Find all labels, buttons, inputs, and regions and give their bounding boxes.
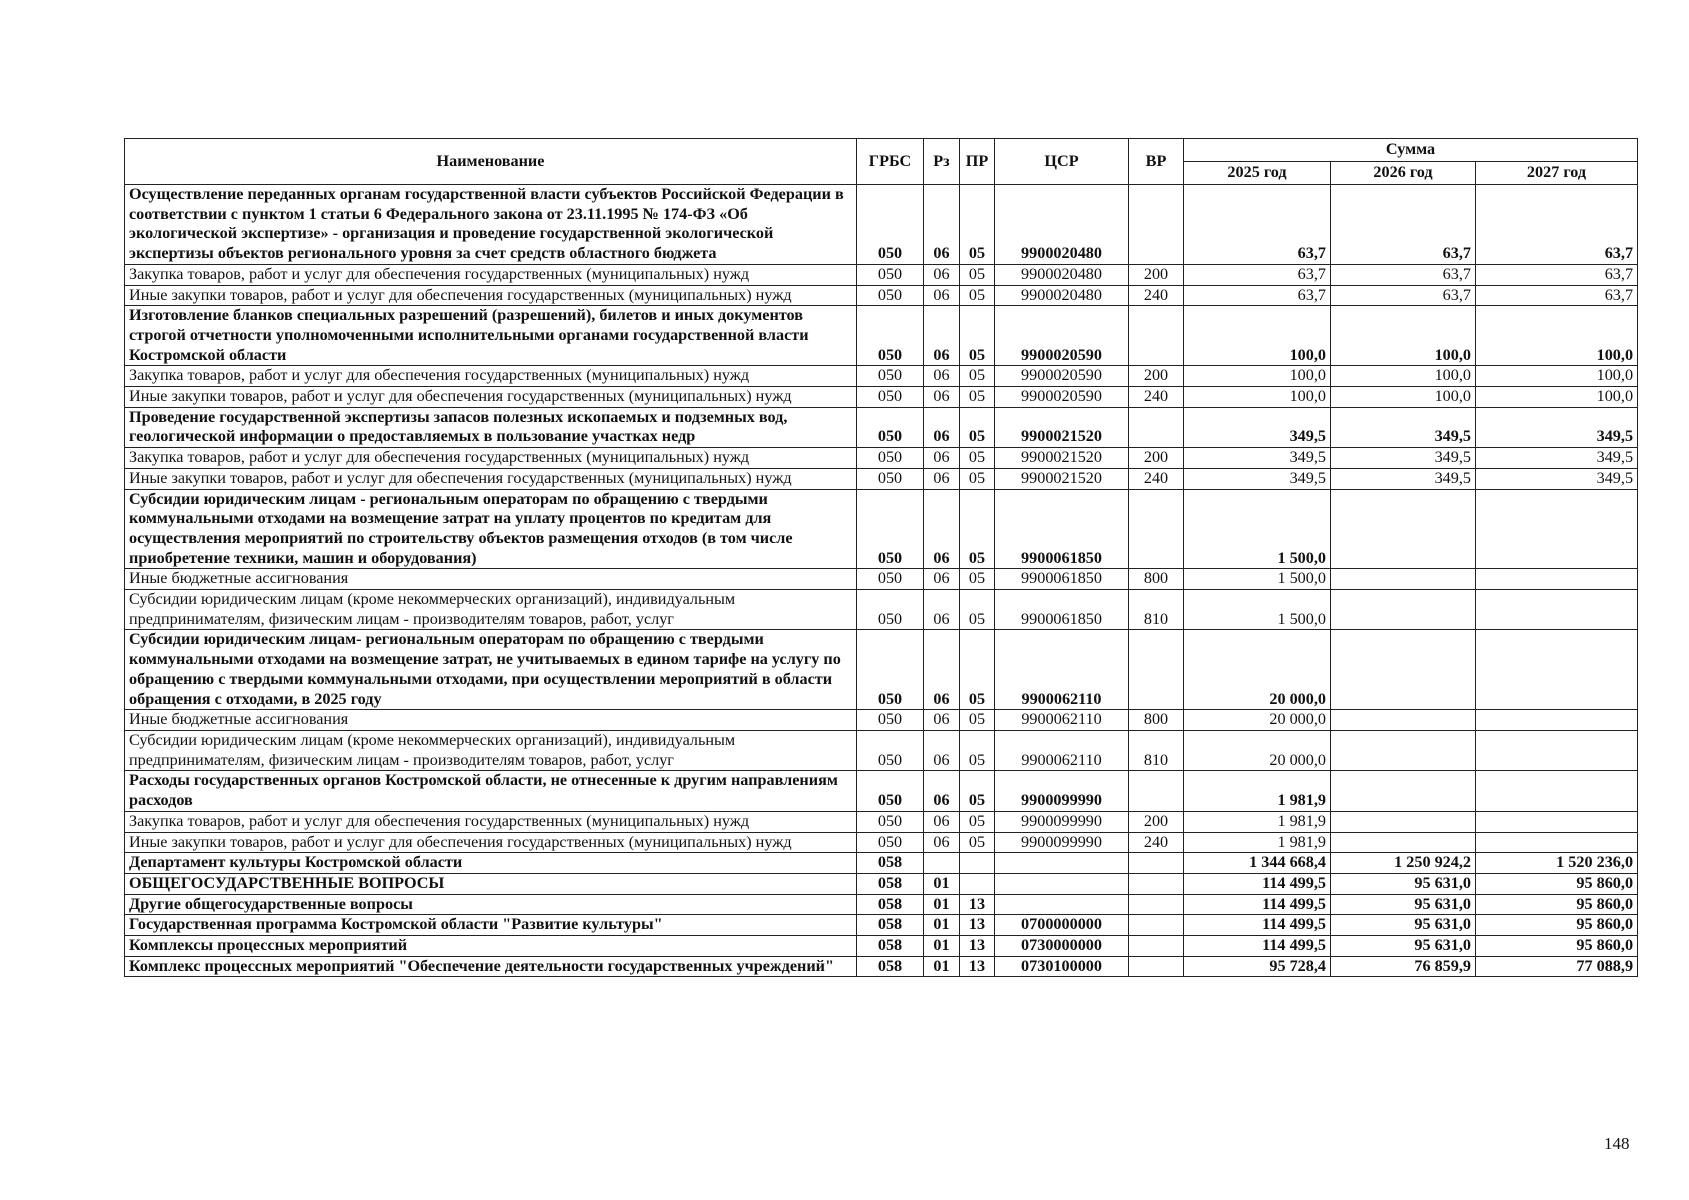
- cell-2026: 95 631,0: [1331, 873, 1476, 894]
- cell-2026: [1331, 630, 1476, 710]
- cell-vr: 200: [1129, 366, 1184, 387]
- table-row: [125, 387, 1638, 408]
- cell-name: Расходы государственных органов Костромской области, не отнесенные к другим направлениям расходов: [125, 771, 857, 811]
- cell-pr: 05: [960, 569, 995, 590]
- cell-rz: 06: [924, 185, 960, 265]
- cell-2027: 349,5: [1476, 468, 1638, 489]
- header-year-2026: 2026 год: [1331, 162, 1476, 185]
- cell-2027: 100,0: [1476, 306, 1638, 366]
- cell-2025: 1 344 668,4: [1184, 853, 1331, 874]
- cell-grbs: 050: [857, 468, 924, 489]
- cell-2025: 20 000,0: [1184, 630, 1331, 710]
- cell-grbs: 050: [857, 832, 924, 853]
- table-row: [125, 630, 1638, 710]
- cell-name: Иные закупки товаров, работ и услуг для обеспечения государственных (муниципальных) нужд: [125, 832, 857, 853]
- cell-csr: 9900021520: [995, 468, 1129, 489]
- cell-csr: 9900020590: [995, 306, 1129, 366]
- cell-rz: 01: [924, 936, 960, 957]
- cell-2027: [1476, 489, 1638, 569]
- cell-name: Закупка товаров, работ и услуг для обеспечения государственных (муниципальных) нужд: [125, 366, 857, 387]
- cell-vr: [1129, 894, 1184, 915]
- cell-vr: 200: [1129, 448, 1184, 469]
- cell-name: Субсидии юридическим лицам (кроме некоммерческих организаций), индивидуальным предпринимателям, физическим лицам - производителям товаров, работ, услуг: [125, 590, 857, 630]
- cell-rz: 06: [924, 630, 960, 710]
- cell-vr: 810: [1129, 590, 1184, 630]
- table-row: [125, 468, 1638, 489]
- cell-vr: 800: [1129, 569, 1184, 590]
- cell-rz: 06: [924, 407, 960, 447]
- cell-grbs: 050: [857, 448, 924, 469]
- cell-grbs: 050: [857, 569, 924, 590]
- cell-grbs: 050: [857, 185, 924, 265]
- cell-name: Проведение государственной экспертизы запасов полезных ископаемых и подземных вод, геологической информации о предоставляемых в пользование участках недр: [125, 407, 857, 447]
- cell-name: Закупка товаров, работ и услуг для обеспечения государственных (муниципальных) нужд: [125, 264, 857, 285]
- cell-grbs: 050: [857, 771, 924, 811]
- cell-grbs: 058: [857, 915, 924, 936]
- cell-2026: [1331, 811, 1476, 832]
- cell-name: Осуществление переданных органам государственной власти субъектов Российской Федерации в соответствии с пунктом 1 статьи 6 Федерального закона от 23.11.1995 № 174-ФЗ «Об экологической экспертизе» - организация и проведение государственной экологической экспертизы объектов регионального уровня за счет средств областного бюджета: [125, 185, 857, 265]
- cell-rz: 06: [924, 832, 960, 853]
- cell-rz: 06: [924, 448, 960, 469]
- cell-2026: 1 250 924,2: [1331, 853, 1476, 874]
- cell-2025: 100,0: [1184, 366, 1331, 387]
- table-row: [125, 832, 1638, 853]
- cell-csr: 9900062110: [995, 710, 1129, 731]
- cell-rz: 06: [924, 468, 960, 489]
- table-row: [125, 285, 1638, 306]
- table-row: [125, 448, 1638, 469]
- cell-name: Иные бюджетные ассигнования: [125, 710, 857, 731]
- cell-csr: [995, 894, 1129, 915]
- cell-grbs: 050: [857, 366, 924, 387]
- cell-rz: 06: [924, 771, 960, 811]
- header-summa: Сумма: [1184, 139, 1638, 162]
- cell-grbs: 050: [857, 285, 924, 306]
- cell-rz: 06: [924, 710, 960, 731]
- cell-csr: 9900061850: [995, 569, 1129, 590]
- cell-grbs: 050: [857, 730, 924, 770]
- cell-vr: [1129, 489, 1184, 569]
- cell-vr: 810: [1129, 730, 1184, 770]
- cell-2026: 100,0: [1331, 306, 1476, 366]
- cell-2027: 95 860,0: [1476, 873, 1638, 894]
- cell-2025: 1 981,9: [1184, 832, 1331, 853]
- cell-2026: [1331, 569, 1476, 590]
- cell-pr: 05: [960, 630, 995, 710]
- cell-2027: 100,0: [1476, 366, 1638, 387]
- cell-2026: 95 631,0: [1331, 936, 1476, 957]
- cell-2025: 114 499,5: [1184, 936, 1331, 957]
- cell-2027: 95 860,0: [1476, 936, 1638, 957]
- cell-vr: [1129, 915, 1184, 936]
- cell-2025: 1 500,0: [1184, 569, 1331, 590]
- cell-rz: 06: [924, 264, 960, 285]
- cell-vr: [1129, 630, 1184, 710]
- cell-pr: 05: [960, 448, 995, 469]
- cell-csr: 9900062110: [995, 730, 1129, 770]
- cell-2027: 95 860,0: [1476, 894, 1638, 915]
- cell-2026: 100,0: [1331, 366, 1476, 387]
- table-row: [125, 489, 1638, 569]
- cell-csr: 9900020480: [995, 285, 1129, 306]
- header-year-2025: 2025 год: [1184, 162, 1331, 185]
- cell-grbs: 058: [857, 956, 924, 977]
- table-row: [125, 853, 1638, 874]
- cell-2027: [1476, 590, 1638, 630]
- cell-name: Иные закупки товаров, работ и услуг для обеспечения государственных (муниципальных) нужд: [125, 387, 857, 408]
- cell-2025: 63,7: [1184, 285, 1331, 306]
- cell-name: Иные закупки товаров, работ и услуг для обеспечения государственных (муниципальных) нужд: [125, 285, 857, 306]
- cell-csr: [995, 853, 1129, 874]
- cell-vr: 200: [1129, 264, 1184, 285]
- cell-csr: 0700000000: [995, 915, 1129, 936]
- cell-2025: 114 499,5: [1184, 873, 1331, 894]
- cell-vr: [1129, 185, 1184, 265]
- cell-rz: 06: [924, 285, 960, 306]
- table-row: [125, 590, 1638, 630]
- cell-grbs: 050: [857, 387, 924, 408]
- cell-2027: 63,7: [1476, 185, 1638, 265]
- cell-2027: 63,7: [1476, 264, 1638, 285]
- cell-rz: 06: [924, 730, 960, 770]
- cell-csr: 9900020590: [995, 366, 1129, 387]
- cell-rz: 06: [924, 387, 960, 408]
- cell-2025: 1 981,9: [1184, 771, 1331, 811]
- table-row: [125, 894, 1638, 915]
- cell-pr: 05: [960, 832, 995, 853]
- cell-2025: 349,5: [1184, 468, 1331, 489]
- cell-2025: 114 499,5: [1184, 915, 1331, 936]
- cell-pr: 05: [960, 771, 995, 811]
- cell-grbs: 050: [857, 489, 924, 569]
- cell-grbs: 050: [857, 306, 924, 366]
- cell-vr: 240: [1129, 832, 1184, 853]
- cell-vr: [1129, 956, 1184, 977]
- cell-2027: [1476, 710, 1638, 731]
- cell-2026: 63,7: [1331, 185, 1476, 265]
- cell-2025: 100,0: [1184, 306, 1331, 366]
- cell-rz: [924, 853, 960, 874]
- cell-2027: 349,5: [1476, 407, 1638, 447]
- table-row: [125, 936, 1638, 957]
- cell-csr: 9900020590: [995, 387, 1129, 408]
- table-row: [125, 264, 1638, 285]
- cell-vr: 200: [1129, 811, 1184, 832]
- cell-name: Департамент культуры Костромской области: [125, 853, 857, 874]
- table-row: [125, 771, 1638, 811]
- cell-pr: 05: [960, 590, 995, 630]
- cell-vr: 240: [1129, 468, 1184, 489]
- table-row: [125, 915, 1638, 936]
- cell-vr: [1129, 771, 1184, 811]
- cell-pr: 13: [960, 894, 995, 915]
- cell-csr: 9900099990: [995, 771, 1129, 811]
- cell-rz: 01: [924, 956, 960, 977]
- cell-grbs: 058: [857, 873, 924, 894]
- table-row: [125, 185, 1638, 265]
- cell-rz: 01: [924, 894, 960, 915]
- cell-2026: 63,7: [1331, 264, 1476, 285]
- cell-pr: 13: [960, 956, 995, 977]
- cell-pr: 05: [960, 366, 995, 387]
- cell-grbs: 058: [857, 853, 924, 874]
- cell-2027: 1 520 236,0: [1476, 853, 1638, 874]
- cell-grbs: 050: [857, 630, 924, 710]
- cell-2025: 100,0: [1184, 387, 1331, 408]
- cell-grbs: 050: [857, 811, 924, 832]
- cell-2025: 1 500,0: [1184, 489, 1331, 569]
- cell-name: Субсидии юридическим лицам (кроме некоммерческих организаций), индивидуальным предпринимателям, физическим лицам - производителям товаров, работ, услуг: [125, 730, 857, 770]
- cell-2027: [1476, 832, 1638, 853]
- header-rz: Рз: [924, 139, 960, 185]
- cell-name: Комплекс процессных мероприятий "Обеспечение деятельности государственных учреждений": [125, 956, 857, 977]
- cell-rz: 01: [924, 873, 960, 894]
- cell-2025: 63,7: [1184, 185, 1331, 265]
- cell-2026: [1331, 590, 1476, 630]
- cell-pr: 05: [960, 730, 995, 770]
- cell-name: Иные бюджетные ассигнования: [125, 569, 857, 590]
- cell-rz: 06: [924, 489, 960, 569]
- cell-pr: 05: [960, 387, 995, 408]
- cell-pr: [960, 873, 995, 894]
- cell-2027: [1476, 630, 1638, 710]
- cell-vr: 800: [1129, 710, 1184, 731]
- cell-2025: 1 981,9: [1184, 811, 1331, 832]
- cell-2027: 77 088,9: [1476, 956, 1638, 977]
- cell-csr: 9900020480: [995, 264, 1129, 285]
- cell-pr: 05: [960, 468, 995, 489]
- cell-2026: 95 631,0: [1331, 894, 1476, 915]
- cell-csr: 0730000000: [995, 936, 1129, 957]
- header-name: Наименование: [125, 139, 857, 185]
- header-grbs: ГРБС: [857, 139, 924, 185]
- cell-2026: 63,7: [1331, 285, 1476, 306]
- cell-pr: 05: [960, 489, 995, 569]
- cell-vr: [1129, 873, 1184, 894]
- cell-2026: 76 859,9: [1331, 956, 1476, 977]
- table-row: [125, 366, 1638, 387]
- cell-vr: 240: [1129, 387, 1184, 408]
- cell-grbs: 050: [857, 590, 924, 630]
- cell-csr: 9900061850: [995, 489, 1129, 569]
- cell-name: Иные закупки товаров, работ и услуг для обеспечения государственных (муниципальных) нужд: [125, 468, 857, 489]
- cell-vr: [1129, 306, 1184, 366]
- cell-name: Закупка товаров, работ и услуг для обеспечения государственных (муниципальных) нужд: [125, 811, 857, 832]
- cell-rz: 06: [924, 366, 960, 387]
- cell-rz: 06: [924, 811, 960, 832]
- cell-2027: 95 860,0: [1476, 915, 1638, 936]
- cell-vr: 240: [1129, 285, 1184, 306]
- cell-csr: 9900061850: [995, 590, 1129, 630]
- cell-2026: 95 631,0: [1331, 915, 1476, 936]
- table-row: [125, 730, 1638, 770]
- cell-name: Государственная программа Костромской области "Развитие культуры": [125, 915, 857, 936]
- cell-2026: [1331, 710, 1476, 731]
- cell-rz: 06: [924, 590, 960, 630]
- cell-2026: 349,5: [1331, 407, 1476, 447]
- cell-csr: [995, 873, 1129, 894]
- table-row: [125, 710, 1638, 731]
- cell-pr: 05: [960, 811, 995, 832]
- cell-2026: [1331, 771, 1476, 811]
- cell-2026: 100,0: [1331, 387, 1476, 408]
- cell-vr: [1129, 407, 1184, 447]
- cell-rz: 01: [924, 915, 960, 936]
- cell-pr: 05: [960, 264, 995, 285]
- cell-2025: 349,5: [1184, 407, 1331, 447]
- cell-grbs: 050: [857, 407, 924, 447]
- budget-table: [124, 138, 1638, 977]
- page-number: 148: [1604, 1134, 1630, 1153]
- cell-name: Другие общегосударственные вопросы: [125, 894, 857, 915]
- cell-pr: [960, 853, 995, 874]
- cell-vr: [1129, 853, 1184, 874]
- cell-csr: 9900021520: [995, 407, 1129, 447]
- cell-2027: [1476, 771, 1638, 811]
- cell-2026: [1331, 730, 1476, 770]
- cell-2026: [1331, 832, 1476, 853]
- cell-pr: 05: [960, 285, 995, 306]
- cell-2026: [1331, 489, 1476, 569]
- table-row: [125, 811, 1638, 832]
- cell-csr: 9900020480: [995, 185, 1129, 265]
- cell-rz: 06: [924, 569, 960, 590]
- header-csr: ЦСР: [995, 139, 1129, 185]
- cell-pr: 13: [960, 936, 995, 957]
- cell-pr: 05: [960, 185, 995, 265]
- cell-pr: 13: [960, 915, 995, 936]
- cell-2027: [1476, 730, 1638, 770]
- cell-csr: 9900099990: [995, 832, 1129, 853]
- cell-name: Комплексы процессных мероприятий: [125, 936, 857, 957]
- table-body: [125, 185, 1638, 977]
- cell-name: Изготовление бланков специальных разрешений (разрешений), билетов и иных документов строгой отчетности уполномоченными исполнительными органами государственной власти Костромской области: [125, 306, 857, 366]
- cell-pr: 05: [960, 306, 995, 366]
- cell-name: ОБЩЕГОСУДАРСТВЕННЫЕ ВОПРОСЫ: [125, 873, 857, 894]
- cell-grbs: 058: [857, 936, 924, 957]
- cell-csr: 0730100000: [995, 956, 1129, 977]
- cell-grbs: 050: [857, 264, 924, 285]
- cell-2027: 100,0: [1476, 387, 1638, 408]
- budget-table-container: [124, 138, 1637, 977]
- cell-2025: 20 000,0: [1184, 730, 1331, 770]
- cell-vr: [1129, 936, 1184, 957]
- cell-grbs: 050: [857, 710, 924, 731]
- cell-rz: 06: [924, 306, 960, 366]
- cell-2027: [1476, 811, 1638, 832]
- cell-csr: 9900099990: [995, 811, 1129, 832]
- table-row: [125, 873, 1638, 894]
- table-row: [125, 569, 1638, 590]
- cell-2025: 114 499,5: [1184, 894, 1331, 915]
- cell-pr: 05: [960, 407, 995, 447]
- header-year-2027: 2027 год: [1476, 162, 1638, 185]
- cell-2027: 63,7: [1476, 285, 1638, 306]
- header-pr: ПР: [960, 139, 995, 185]
- cell-2027: 349,5: [1476, 448, 1638, 469]
- cell-2025: 20 000,0: [1184, 710, 1331, 731]
- cell-csr: 9900021520: [995, 448, 1129, 469]
- cell-2027: [1476, 569, 1638, 590]
- cell-2025: 349,5: [1184, 448, 1331, 469]
- cell-2025: 1 500,0: [1184, 590, 1331, 630]
- cell-2025: 63,7: [1184, 264, 1331, 285]
- table-row: [125, 956, 1638, 977]
- header-vr: ВР: [1129, 139, 1184, 185]
- cell-csr: 9900062110: [995, 630, 1129, 710]
- cell-pr: 05: [960, 710, 995, 731]
- cell-name: Субсидии юридическим лицам- региональным операторам по обращению с твердыми коммунальными отходами на возмещение затрат, не учитываемых в едином тарифе на услугу по обращению с твердыми коммунальными отходами, при осуществлении мероприятий в области обращения с отходами, в 2025 году: [125, 630, 857, 710]
- cell-grbs: 058: [857, 894, 924, 915]
- cell-name: Закупка товаров, работ и услуг для обеспечения государственных (муниципальных) нужд: [125, 448, 857, 469]
- table-row: [125, 407, 1638, 447]
- cell-2026: 349,5: [1331, 468, 1476, 489]
- cell-name: Субсидии юридическим лицам - региональным операторам по обращению с твердыми коммунальными отходами на возмещение затрат на уплату процентов по кредитам для осуществления мероприятий по строительству объектов размещения отходов (в том числе приобретение техники, машин и оборудования): [125, 489, 857, 569]
- cell-2026: 349,5: [1331, 448, 1476, 469]
- table-row: [125, 306, 1638, 366]
- cell-2025: 95 728,4: [1184, 956, 1331, 977]
